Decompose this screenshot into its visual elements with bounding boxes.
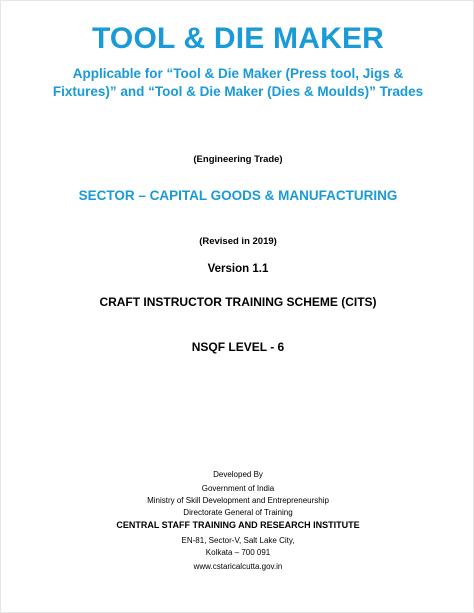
website-url: www.cstaricalcutta.gov.in	[193, 562, 283, 571]
address-line-1: EN-81, Sector-V, Salt Lake City,	[181, 536, 295, 545]
developed-by-label: Developed By	[213, 470, 263, 479]
subtitle-line-1: Applicable for “Tool & Die Maker (Press tool, Jigs &	[72, 66, 404, 81]
nsqf-level: NSQF LEVEL - 6	[191, 340, 285, 354]
revision-note: (Revised in 2019)	[199, 236, 277, 247]
address-line-2: Kolkata – 700 091	[205, 548, 271, 557]
trade-type: (Engineering Trade)	[193, 154, 283, 165]
ministry-name: Ministry of Skill Development and Entrepreneurship	[147, 496, 329, 505]
document-title: TOOL & DIE MAKER	[91, 22, 385, 55]
sector-heading: SECTOR – CAPITAL GOODS & MANUFACTURING	[78, 188, 398, 203]
subtitle-line-2: Fixtures)” and “Tool & Die Maker (Dies & Moulds)” Trades	[52, 84, 424, 99]
directorate-name: Directorate General of Training	[183, 508, 293, 517]
version-label: Version 1.1	[207, 263, 269, 275]
institute-name: CENTRAL STAFF TRAINING AND RESEARCH INSTITUTE	[116, 520, 360, 530]
scheme-heading: CRAFT INSTRUCTOR TRAINING SCHEME (CITS)	[99, 295, 377, 309]
government-name: Government of India	[201, 484, 275, 493]
